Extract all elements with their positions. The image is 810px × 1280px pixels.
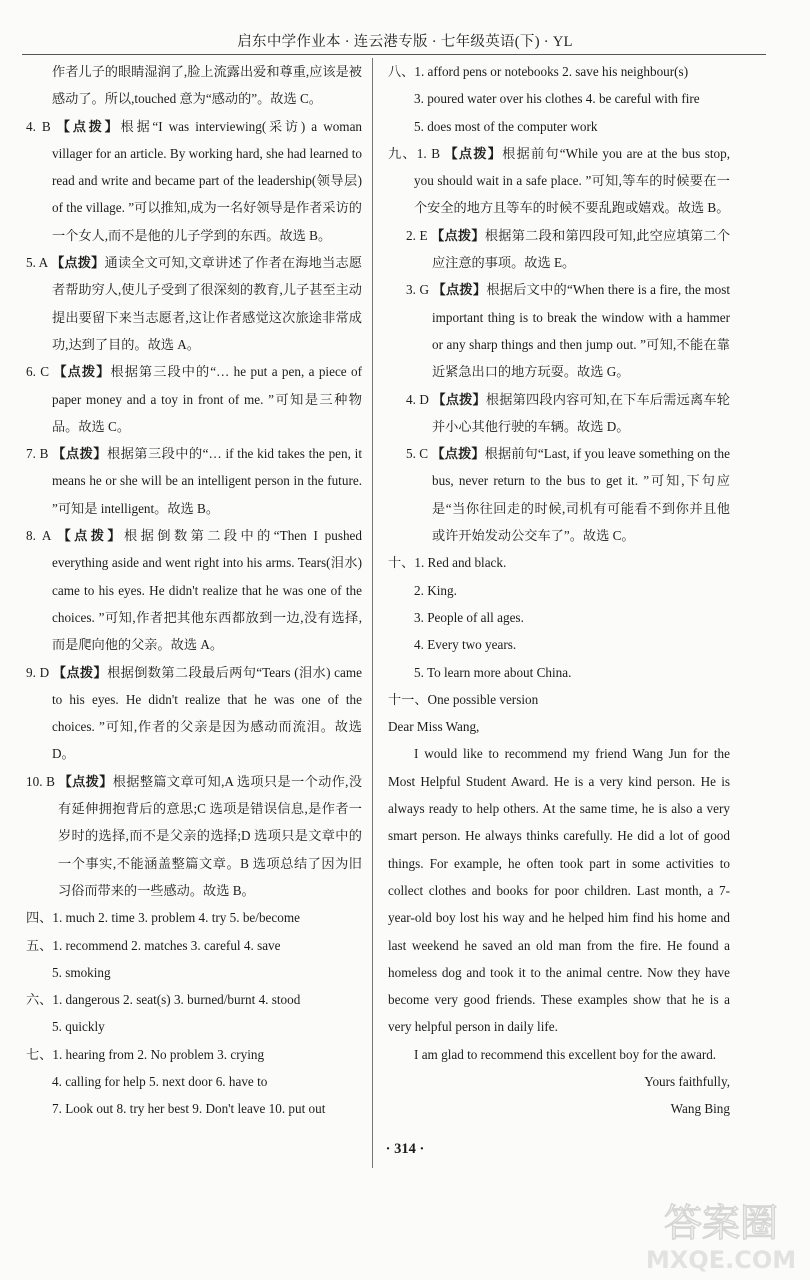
paragraph-text: 根据第三段中的“… if the kid takes the pen, it means he or she will be an intelligent person in the future. ”可知是 intelligent。故选 B。 [52, 446, 363, 516]
paragraph-text: 七、1. hearing from 2. No problem 3. crying [26, 1046, 265, 1062]
right-paragraph [388, 1068, 730, 1095]
paragraph-text: 六、1. dangerous 2. seat(s) 3. burned/burnt 4. stood [26, 992, 301, 1008]
left-paragraph [26, 659, 362, 768]
right-paragraph [388, 386, 730, 441]
paragraph-text: 八、1. afford pens or notebooks 2. save his neighbour(s) [388, 64, 689, 79]
item-number: 4. D [406, 391, 433, 407]
paragraph-text: 根据“I was interviewing(采访) a woman villager for an article. By working hard, she had learned to read and write and became part of the leadership(领导层) of the village. ”可以推知,成为一名好领导是作者采访的一个女人,而不是他的儿子学到的东西。故选 B。 [52, 118, 363, 243]
right-paragraph [388, 140, 730, 222]
right-column [388, 58, 730, 1123]
hint-tag: 【点拨】 [50, 255, 105, 271]
item-number: 9. D [26, 664, 53, 680]
paragraph-text: 根据倒数第二段最后两句“Tears (泪水) came to his eyes. He didn't realize that he was one of the choices. ”可知,作者的父亲是因为感动而流泪。故选 D。 [52, 664, 363, 762]
left-paragraph [26, 1068, 362, 1095]
paragraph-text: 根据第四段内容可知,在下车后需远离车轮并小心其他行驶的车辆。故选 D。 [432, 391, 730, 434]
paragraph-text: 根据第三段中的“… he put a pen, a piece of paper money and a toy in front of me. ”可知是三种物品。故选 C。 [52, 364, 363, 434]
paragraph-text: 3. People of all ages. [414, 609, 524, 625]
item-number: 6. C [26, 364, 54, 380]
hint-tag: 【点拨】 [53, 364, 111, 380]
paragraph-text: 十、1. Red and black. [388, 555, 507, 571]
right-paragraph [388, 604, 730, 631]
hint-tag: 【点拨】 [56, 118, 121, 134]
item-number: 3. G [406, 282, 433, 298]
hint-tag: 【点拨】 [431, 227, 485, 243]
paragraph-text: 根据后文中的“When there is a fire, the most important thing is to break the window with a hammer or any sharp things and then jump out. ”可知,不能在靠近紧急出口的地方玩耍。故选 G。 [432, 282, 731, 380]
left-paragraph [26, 959, 362, 986]
left-paragraph [26, 522, 362, 658]
right-paragraph [388, 222, 730, 277]
paragraph-text: Wang Bing [670, 1101, 730, 1117]
right-paragraph [388, 440, 730, 549]
right-paragraph [388, 740, 730, 1040]
left-paragraph [26, 768, 362, 904]
paragraph-text: 5. quickly [52, 1019, 105, 1035]
page-header: 启东中学作业本 · 连云港专版 · 七年级英语(下) · YL [237, 34, 573, 50]
right-paragraph [388, 659, 730, 686]
left-column [26, 58, 362, 1123]
left-paragraph [26, 58, 362, 113]
paragraph-text: Yours faithfully, [644, 1073, 730, 1089]
right-paragraph [388, 58, 730, 85]
paragraph-text: 根据整篇文章可知,A 选项只是一个动作,没有延伸拥抱背后的意思;C 选项是错误信息,是作者一岁时的选择,而不是父亲的选择;D 选项只是文章中的一个事实,不能涵盖整篇文章。B 选项总结了因为旧习俗而带来的一些感动。故选 B。 [58, 773, 363, 898]
left-paragraph [26, 249, 362, 358]
paragraph-text: 4. Every two years. [414, 637, 517, 653]
paragraph-text: 根据第二段和第四段可知,此空应填第二个应注意的事项。故选 E。 [432, 227, 731, 271]
paragraph-text: I am glad to recommend this excellent boy for the award. [414, 1046, 717, 1062]
paragraph-text: Dear Miss Wang, [388, 719, 480, 735]
paragraph-text: 根据前句“Last, if you leave something on the bus, never return to the bus to get it. ”可知,下句应是“当你往回走的时候,司机有可能看不到你并且他或许开始发动公交车了”。故选 C。 [432, 446, 731, 544]
paragraph-text: 十一、One possible version [388, 691, 539, 707]
paragraph-text: 5. does most of the computer work [414, 118, 598, 134]
right-paragraph [388, 113, 730, 140]
page-number: · 314 · [385, 1141, 425, 1157]
item-number: 九、1. B [388, 145, 445, 161]
watermark-text-url: MXQE.COM [646, 1246, 796, 1274]
item-number: 5. A [26, 255, 51, 271]
paragraph-text: 五、1. recommend 2. matches 3. careful 4. save [26, 937, 281, 953]
paragraph-text: 4. calling for help 5. next door 6. have to [52, 1073, 268, 1089]
paragraph-text: 通读全文可知,文章讲述了作者在海地当志愿者帮助穷人,使儿子受到了很深刻的教育,儿子甚至主动提出要留下来当志愿者,这让作者感觉这次旅途非常成功,达到了目的。故选 A。 [52, 255, 363, 352]
right-paragraph [388, 549, 730, 576]
paragraph-text: 5. smoking [52, 964, 111, 980]
item-number: 7. B [26, 446, 53, 462]
column-divider [372, 58, 373, 1168]
header-rule [22, 54, 766, 55]
item-number: 2. E [406, 227, 432, 243]
left-paragraph [26, 1041, 362, 1068]
hint-tag: 【点拨】 [52, 664, 108, 680]
paragraph-text: 5. To learn more about China. [414, 664, 572, 680]
item-number: 4. B [26, 118, 57, 134]
right-paragraph [388, 1041, 730, 1068]
hint-tag: 【点拨】 [444, 145, 503, 161]
left-paragraph [26, 904, 362, 931]
hint-tag: 【点拨】 [58, 773, 113, 789]
hint-tag: 【点拨】 [57, 528, 125, 544]
right-paragraph [388, 85, 730, 112]
left-paragraph [26, 113, 362, 249]
paragraph-text: I would like to recommend my friend Wang Jun for the Most Helpful Student Award. He is a very kind person. He is always ready to help others. At the same time, he is also a very smart person. He always thinks carefully. He did a lot of good things. For example, he often took part in some activities to collect clothes and books for poor children. Last month, a 7-year-old boy lost his way and he helped him find his home and last weekend he saved an old man from the fire. He found a homeless dog and took it to the animal centre. Now they have become very good friends. These examples show that he is a very helpful person in daily life. [388, 746, 730, 1035]
paragraph-text: 根据倒数第二段中的“Then I pushed everything aside and went right into his arms. Tears(泪水) came to his eyes. He didn't realize that he was one of the choices. ”可知,作者把其他东西都放到一边,没有选择,而是爬向他的父亲。故选 A。 [52, 528, 362, 653]
right-paragraph [388, 1095, 730, 1122]
watermark-logo [646, 1196, 796, 1276]
right-paragraph [388, 577, 730, 604]
hint-tag: 【点拨】 [432, 391, 486, 407]
hint-tag: 【点拨】 [432, 282, 487, 298]
item-number: 10. B [26, 773, 59, 789]
left-paragraph [26, 358, 362, 440]
right-paragraph [388, 686, 730, 713]
left-paragraph [26, 986, 362, 1013]
right-paragraph [388, 631, 730, 658]
paragraph-text: 根据前句“While you are at the bus stop, you should wait in a safe place. ”可知,等车的时候要在一个安全的地方且等车的时候不要乱跑或嬉戏。故选 B。 [414, 145, 731, 216]
hint-tag: 【点拨】 [52, 446, 107, 462]
item-number: 5. C [406, 446, 432, 462]
paragraph-text: 四、1. much 2. time 3. problem 4. try 5. be/become [26, 910, 300, 926]
left-paragraph [26, 1095, 362, 1122]
right-paragraph [388, 276, 730, 385]
item-number: 8. A [26, 528, 58, 544]
right-paragraph [388, 713, 730, 740]
hint-tag: 【点拨】 [431, 446, 485, 462]
paragraph-text: 2. King. [414, 582, 457, 598]
paragraph-text: 7. Look out 8. try her best 9. Don't leave 10. put out [52, 1101, 326, 1117]
watermark-text-cn: 答案圈 [663, 1201, 779, 1245]
left-paragraph [26, 932, 362, 959]
paragraph-text: 3. poured water over his clothes 4. be careful with fire [414, 91, 700, 107]
paragraph-text: 作者儿子的眼睛湿润了,脸上流露出爱和尊重,应该是被感动了。所以,touched 意为“感动的”。故选 C。 [52, 64, 362, 107]
left-paragraph [26, 440, 362, 522]
left-paragraph [26, 1013, 362, 1040]
